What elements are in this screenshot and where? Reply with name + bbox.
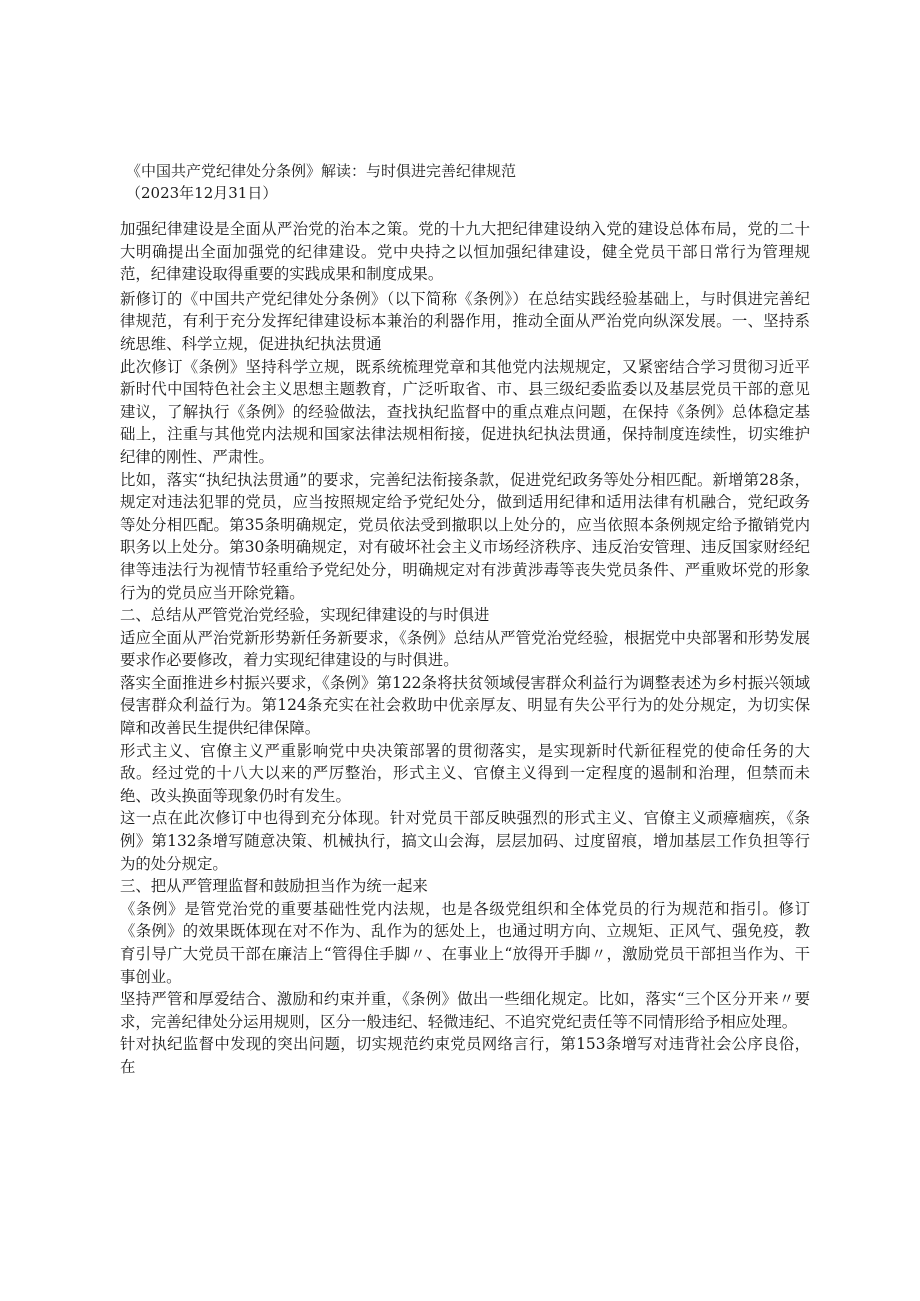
paragraph: 这一点在此次修订中也得到充分体现。针对党员干部反映强烈的形式主义、官僚主义顽瘴痼疾，《条例》第132条增写随意决策、机械执行，搞文山会海，层层加码、过度留痕，增加基层工作负担等行为的处分规定。	[120, 809, 810, 873]
document-date: （2023年12月31日）	[126, 184, 278, 202]
paragraph: 落实全面推进乡村振兴要求，《条例》第122条将扶贫领域侵害群众利益行为调整表述为乡村振兴领域侵害群众利益行为。第124条充实在社会救助中优亲厚友、明显有失公平行为的处分规定，为切实保障和改善民生提供纪律保障。	[120, 673, 810, 738]
paragraph: 适应全面从严治党新形势新任务新要求，《条例》总结从严管党治党经验，根据党中央部署和形势发展要求作必要修改，着力实现纪律建设的与时俱进。	[120, 628, 810, 670]
paragraph: 形式主义、官僚主义严重影响党中央决策部署的贯彻落实，是实现新时代新征程党的使命任务的大敌。经过党的十八大以来的严厉整治，形式主义、官僚主义得到一定程度的遏制和治理，但禁而未绝、改头换面等现象仍时有发生。	[120, 741, 810, 805]
paragraph: 新修订的《中国共产党纪律处分条例》（以下简称《条例》）在总结实践经验基础上，与时俱进完善纪律规范，有利于充分发挥纪律建设标本兼治的利器作用，推动全面从严治党向纵深发展。一、坚持系统思维、科学立规，促进执纪执法贯通	[120, 289, 810, 353]
paragraph: 比如，落实“执纪执法贯通”的要求，完善纪法衔接条款，促进党纪政务等处分相匹配。新增第28条，规定对违法犯罪的党员，应当按照规定给予党纪处分，做到适用纪律和适用法律有机融合，党纪政务等处分相匹配。第35条明确规定，党员依法受到撤职以上处分的，应当依照本条例规定给予撤销党内职务以上处分。第30条明确规定，对有破坏社会主义市场经济秩序、违反治安管理、违反国家财经纪律等违法行为视情节轻重给予党纪处分，明确规定对有涉黄涉毒等丧失党员条件、严重败坏党的形象行为的党员应当开除党籍。	[120, 470, 810, 602]
paragraph: 此次修订《条例》坚持科学立规，既系统梳理党章和其他党内法规规定，又紧密结合学习贯彻习近平新时代中国特色社会主义思想主题教育，广泛听取省、市、县三级纪委监委以及基层党员干部的意见建议，了解执行《条例》的经验做法，查找执纪监督中的重点难点问题，在保持《条例》总体稳定基础上，注重与其他党内法规和国家法律法规相衔接，促进执纪执法贯通，保持制度连续性，切实维护纪律的刚性、严肃性。	[120, 357, 810, 466]
document-page	[120, 160, 810, 1079]
paragraph: 针对执纪监督中发现的突出问题，切实规范约束党员网络言行，第153条增写对违背社会公序良俗，在	[120, 1035, 810, 1076]
paragraph: 加强纪律建设是全面从严治党的治本之策。党的十九大把纪律建设纳入党的建设总体布局，党的二十大明确提出全面加强党的纪律建设。党中央持之以恒加强纪律建设，健全党员干部日常行为管理规范，纪律建设取得重要的实践成果和制度成果。	[120, 220, 810, 284]
section-heading: 二、总结从严管党治党经验，实现纪律建设的与时俱进	[120, 606, 490, 625]
paragraph: 《条例》是管党治党的重要基础性党内法规，也是各级党组织和全体党员的行为规范和指引。修订《条例》的效果既体现在对不作为、乱作为的惩处上，也通过明方向、立规矩、正风气、强免疫，教育引导广大党员干部在廉洁上“管得住手脚〃、在事业上“放得开手脚〃，激励党员干部担当作为、干事创业。	[120, 899, 810, 986]
section-heading: 三、把从严管理监督和鼓励担当作为统一起来	[120, 877, 428, 896]
document-title: 《中国共产党纪律处分条例》解读：与时俱进完善纪律规范	[126, 162, 517, 180]
paragraph: 坚持严管和厚爱结合、激励和约束并重，《条例》做出一些细化规定。比如，落实“三个区分开来〃要求，完善纪律处分运用规则，区分一般违纪、轻微违纪、不追究党纪责任等不同情形给予相应处理。	[120, 990, 810, 1031]
